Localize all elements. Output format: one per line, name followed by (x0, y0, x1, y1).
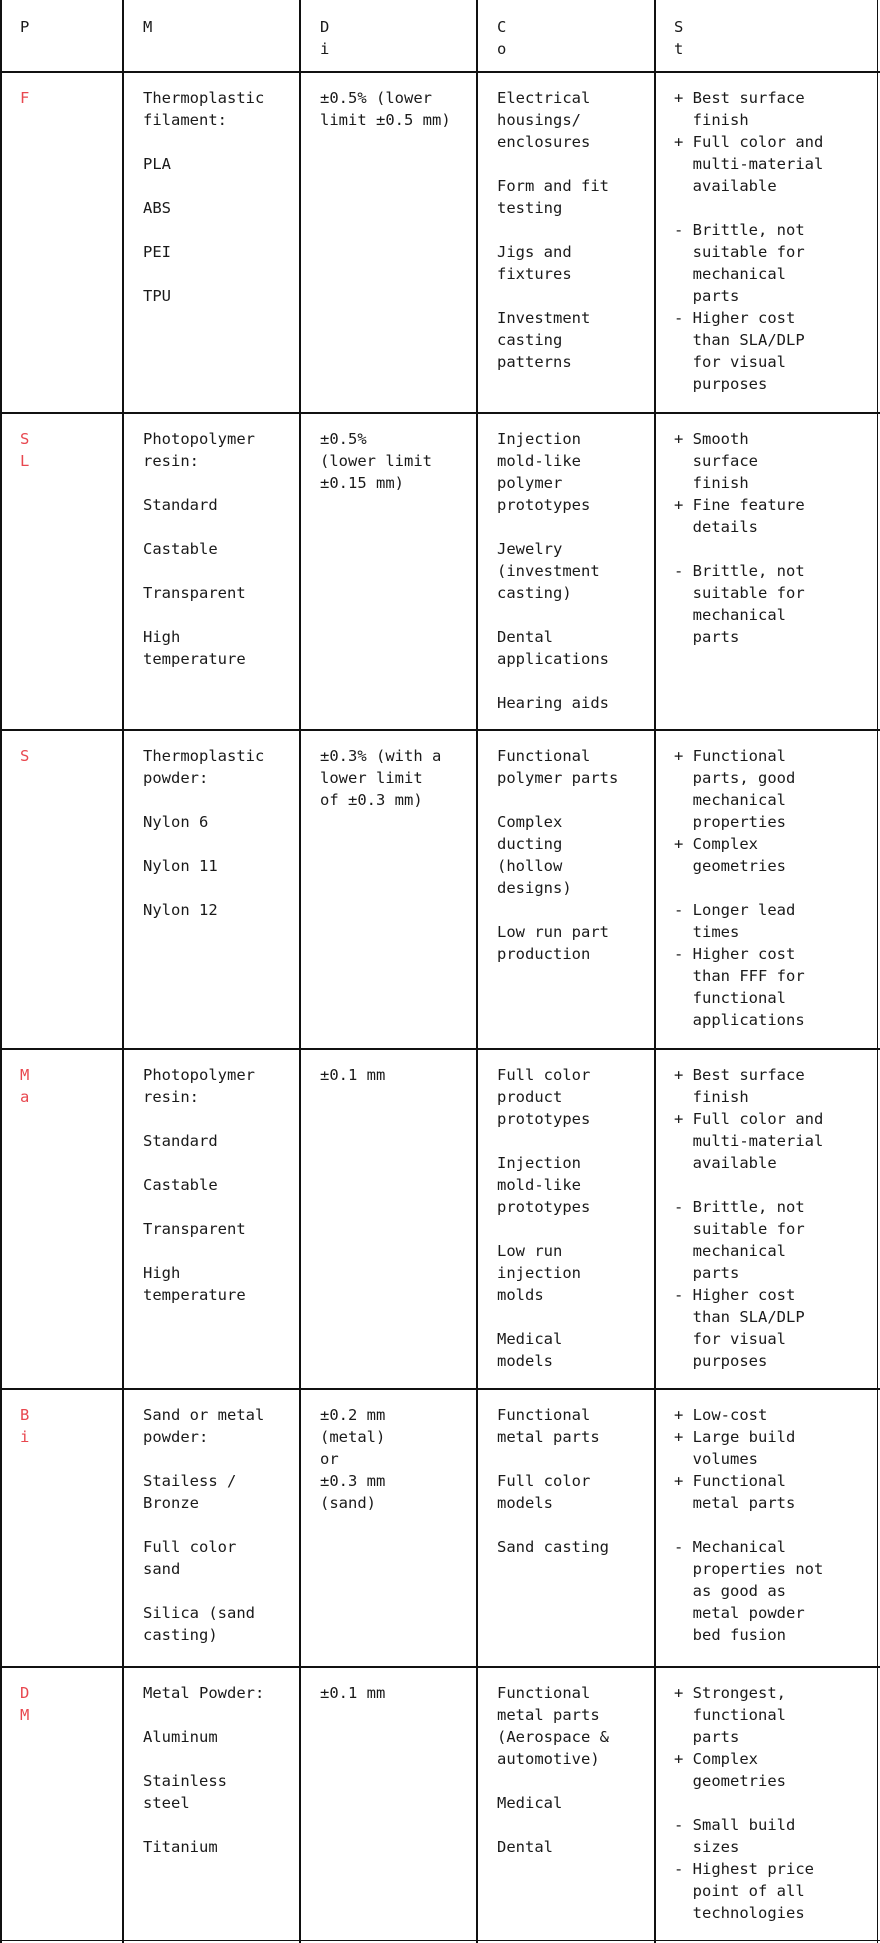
table-column-divider (299, 0, 301, 1943)
table-cell-applications-text: prototypes (497, 1198, 591, 1216)
table-cell-applications (497, 1404, 654, 1558)
paragraph-gap (497, 516, 648, 538)
table-cell-accuracy (320, 1682, 476, 1704)
paragraph-gap (674, 1174, 872, 1196)
table-cell-strength-weakness-text: + Smooth (674, 430, 749, 448)
table-cell-applications-text: casting (497, 331, 563, 349)
table-cell-applications-text: injection (497, 1264, 581, 1282)
table-cell-process-text: D (20, 1684, 30, 1702)
table-cell-applications-text: casting) (497, 584, 572, 602)
table-cell-accuracy-text: ±0.1 mm (320, 1684, 386, 1702)
table-cell-materials-text: Metal Powder: (143, 1684, 265, 1702)
table-row-divider (0, 1666, 880, 1668)
table-row-divider (0, 729, 880, 731)
table-cell-materials-text: TPU (143, 287, 171, 305)
table-cell-applications-text: Jigs and (497, 243, 572, 261)
paragraph-gap (143, 1704, 293, 1726)
table-cell-applications-text: Medical (497, 1794, 563, 1812)
paragraph-gap (674, 1514, 872, 1536)
paragraph-gap (143, 1580, 293, 1602)
table-cell-strength-weakness-text: + Best surface (674, 89, 805, 107)
column-header-accuracy-text: i (320, 40, 330, 58)
table-cell-applications-text: Low run part (497, 923, 609, 941)
column-header-strength-weakness (674, 16, 878, 60)
table-cell-accuracy-text: ±0.2 mm (320, 1406, 386, 1424)
paragraph-gap (497, 153, 648, 175)
table-cell-applications-text: Dental (497, 628, 553, 646)
table-cell-strength-weakness-text: mechanical (674, 606, 786, 624)
table-cell-strength-weakness-text: functional (674, 989, 786, 1007)
table-cell-strength-weakness-text: + Low-cost (674, 1406, 768, 1424)
paragraph-gap (143, 1748, 293, 1770)
paragraph-gap (143, 1108, 293, 1130)
table-cell-strength-weakness-text: technologies (674, 1904, 805, 1922)
table-cell-applications-text: models (497, 1352, 553, 1370)
table-cell-materials-text: PEI (143, 243, 171, 261)
table-cell-applications-text: designs) (497, 879, 572, 897)
paragraph-gap (143, 833, 293, 855)
table-cell-applications-text: housings/ (497, 111, 581, 129)
table-cell-applications-text: Sand casting (497, 1538, 609, 1556)
table-cell-materials-text: Titanium (143, 1838, 218, 1856)
paragraph-gap (143, 175, 293, 197)
table-cell-applications-text: Hearing aids (497, 694, 609, 712)
table-cell-strength-weakness-text: mechanical (674, 265, 786, 283)
table-cell-materials-text: temperature (143, 1286, 246, 1304)
table-cell-applications-text: metal parts (497, 1428, 600, 1446)
table-cell-materials (143, 428, 299, 670)
table-cell-strength-weakness (674, 1064, 878, 1372)
table-cell-materials-text: Bronze (143, 1494, 199, 1512)
table-column-divider (654, 0, 656, 1943)
table-cell-strength-weakness-text: available (674, 1154, 777, 1172)
paragraph-gap (497, 789, 648, 811)
table-row-divider (0, 1048, 880, 1050)
table-cell-strength-weakness-text: multi-material (674, 1132, 824, 1150)
table-cell-applications-text: prototypes (497, 1110, 591, 1128)
table-cell-accuracy-text: ±0.5% (320, 430, 367, 448)
table-cell-strength-weakness-text: volumes (674, 1450, 758, 1468)
table-cell-strength-weakness-text: parts (674, 287, 740, 305)
paragraph-gap (143, 1814, 293, 1836)
table-cell-accuracy-text: ±0.15 mm) (320, 474, 404, 492)
table-cell-strength-weakness-text: applications (674, 1011, 805, 1029)
table-cell-strength-weakness-text: parts, good (674, 769, 796, 787)
column-header-strength-weakness-text: S (674, 18, 684, 36)
table-cell-materials-text: Transparent (143, 584, 246, 602)
table-cell-applications-text: Form and fit (497, 177, 609, 195)
table-column-divider (476, 0, 478, 1943)
column-header-applications-text: C (497, 18, 507, 36)
paragraph-gap (143, 1152, 293, 1174)
paragraph-gap (497, 1770, 648, 1792)
table-cell-strength-weakness-text: than SLA/DLP (674, 331, 805, 349)
table-cell-applications-text: Complex (497, 813, 563, 831)
table-cell-process-text: F (20, 89, 30, 107)
table-cell-applications-text: Injection (497, 1154, 581, 1172)
table-cell-materials-text: Sand or metal (143, 1406, 265, 1424)
paragraph-gap (143, 131, 293, 153)
table-cell-process-text: B (20, 1406, 30, 1424)
table-cell-process (20, 1064, 122, 1108)
paragraph-gap (674, 1792, 872, 1814)
paragraph-gap (143, 604, 293, 626)
table-cell-materials-text: temperature (143, 650, 246, 668)
table-cell-applications-text: mold-like (497, 452, 581, 470)
table-cell-materials-text: steel (143, 1794, 190, 1812)
table-cell-applications-text: prototypes (497, 496, 591, 514)
table-cell-strength-weakness-text: - Longer lead (674, 901, 796, 919)
table-cell-materials-text: Photopolymer (143, 1066, 255, 1084)
table-cell-materials-text: Thermoplastic (143, 747, 265, 765)
table-cell-strength-weakness-text: - Higher cost (674, 945, 796, 963)
table-cell-materials-text: Aluminum (143, 1728, 218, 1746)
table-cell-accuracy-text: lower limit (320, 769, 423, 787)
table-cell-strength-weakness-text: - Highest price (674, 1860, 814, 1878)
table-cell-strength-weakness-text: finish (674, 474, 749, 492)
table-cell-strength-weakness-text: than SLA/DLP (674, 1308, 805, 1326)
paragraph-gap (143, 263, 293, 285)
table-cell-materials-text: Thermoplastic (143, 89, 265, 107)
table-cell-applications-text: Full color (497, 1472, 591, 1490)
table-cell-materials-text: filament: (143, 111, 227, 129)
paragraph-gap (143, 789, 293, 811)
table-cell-strength-weakness-text: metal powder (674, 1604, 805, 1622)
table-cell-strength-weakness (674, 1682, 878, 1924)
table-cell-strength-weakness-text: than FFF for (674, 967, 805, 985)
table-cell-strength-weakness (674, 745, 878, 1031)
table-cell-strength-weakness-text: finish (674, 111, 749, 129)
table-cell-materials-text: ABS (143, 199, 171, 217)
table-cell-strength-weakness-text: multi-material (674, 155, 824, 173)
table-cell-strength-weakness-text: functional (674, 1706, 786, 1724)
table-cell-process (20, 745, 122, 767)
table-cell-strength-weakness-text: parts (674, 628, 740, 646)
table-cell-applications-text: Jewelry (497, 540, 563, 558)
table-cell-applications-text: testing (497, 199, 563, 217)
table-cell-materials-text: casting) (143, 1626, 218, 1644)
paragraph-gap (497, 1306, 648, 1328)
paragraph-gap (497, 1514, 648, 1536)
table-cell-materials-text: resin: (143, 452, 199, 470)
table-cell-strength-weakness-text: + Functional (674, 747, 786, 765)
table-cell-materials-text: Transparent (143, 1220, 246, 1238)
paragraph-gap (143, 1196, 293, 1218)
table-cell-applications (497, 745, 654, 965)
table-cell-applications-text: automotive) (497, 1750, 600, 1768)
table-cell-materials (143, 87, 299, 307)
table-cell-materials-text: powder: (143, 1428, 209, 1446)
paragraph-gap (143, 219, 293, 241)
table-cell-accuracy-text: or (320, 1450, 339, 1468)
column-header-strength-weakness-text: t (674, 40, 684, 58)
table-cell-process-text: M (20, 1066, 30, 1084)
table-cell-applications-text: Dental (497, 1838, 553, 1856)
table-cell-applications-text: Electrical (497, 89, 591, 107)
table-cell-applications-text: Full color (497, 1066, 591, 1084)
table-cell-strength-weakness (674, 87, 878, 395)
table-cell-materials-text: Full color (143, 1538, 237, 1556)
table-column-divider (122, 0, 124, 1943)
table-cell-strength-weakness-text: point of all (674, 1882, 805, 1900)
column-header-materials (143, 16, 299, 38)
table-cell-strength-weakness-text: sizes (674, 1838, 740, 1856)
paragraph-gap (143, 877, 293, 899)
table-cell-strength-weakness-text: geometries (674, 857, 786, 875)
table-cell-process-text: S (20, 430, 30, 448)
table-cell-materials (143, 745, 299, 921)
table-cell-strength-weakness-text: parts (674, 1264, 740, 1282)
table-cell-strength-weakness-text: + Large build (674, 1428, 796, 1446)
table-cell-applications-text: polymer parts (497, 769, 619, 787)
table-cell-accuracy-text: ±0.3 mm (320, 1472, 386, 1490)
paragraph-gap (143, 472, 293, 494)
table-cell-applications-text: Functional (497, 1684, 591, 1702)
table-cell-accuracy-text: ±0.5% (lower (320, 89, 432, 107)
column-header-materials-text: M (143, 18, 153, 36)
table-cell-strength-weakness-text: mechanical (674, 791, 786, 809)
table-cell-materials-text: resin: (143, 1088, 199, 1106)
table-cell-strength-weakness-text: + Full color and (674, 133, 824, 151)
table-cell-strength-weakness-text: + Complex (674, 835, 758, 853)
paragraph-gap (497, 670, 648, 692)
table-cell-accuracy (320, 87, 476, 131)
table-cell-process (20, 1404, 122, 1448)
table-cell-applications-text: (investment (497, 562, 600, 580)
table-cell-strength-weakness-text: suitable for (674, 243, 805, 261)
table-cell-strength-weakness-text: + Strongest, (674, 1684, 786, 1702)
table-cell-applications-text: models (497, 1494, 553, 1512)
paragraph-gap (497, 1218, 648, 1240)
paragraph-gap (497, 219, 648, 241)
table-cell-applications-text: fixtures (497, 265, 572, 283)
table-cell-process-text: M (20, 1706, 30, 1724)
table-cell-materials-text: PLA (143, 155, 171, 173)
table-row-divider (0, 1388, 880, 1390)
table-cell-applications-text: Injection (497, 430, 581, 448)
table-cell-materials-text: Nylon 11 (143, 857, 218, 875)
paragraph-gap (143, 1514, 293, 1536)
paragraph-gap (143, 516, 293, 538)
table-cell-process-text: S (20, 747, 30, 765)
table-cell-applications-text: mold-like (497, 1176, 581, 1194)
paragraph-gap (143, 1448, 293, 1470)
column-header-applications (497, 16, 654, 60)
table-cell-process-text: L (20, 452, 30, 470)
table-cell-strength-weakness-text: suitable for (674, 1220, 805, 1238)
table-cell-materials-text: High (143, 628, 181, 646)
table-cell-applications-text: applications (497, 650, 609, 668)
table-cell-accuracy (320, 1064, 476, 1086)
table-cell-applications-text: Low run (497, 1242, 563, 1260)
table-cell-strength-weakness-text: properties not (674, 1560, 824, 1578)
paragraph-gap (497, 1130, 648, 1152)
table-cell-strength-weakness (674, 1404, 878, 1646)
table-cell-materials-text: Photopolymer (143, 430, 255, 448)
table-cell-materials-text: Nylon 6 (143, 813, 209, 831)
table-cell-strength-weakness-text: - Mechanical (674, 1538, 786, 1556)
paragraph-gap (497, 604, 648, 626)
table-cell-strength-weakness-text: - Brittle, not (674, 1198, 805, 1216)
paragraph-gap (674, 877, 872, 899)
paragraph-gap (497, 1814, 648, 1836)
table-cell-applications-text: patterns (497, 353, 572, 371)
paragraph-gap (143, 560, 293, 582)
table-cell-strength-weakness-text: suitable for (674, 584, 805, 602)
table-cell-materials-text: Standard (143, 496, 218, 514)
table-cell-strength-weakness-text: times (674, 923, 740, 941)
column-header-process (20, 16, 122, 38)
table-cell-strength-weakness-text: + Functional (674, 1472, 786, 1490)
table-cell-strength-weakness-text: - Higher cost (674, 1286, 796, 1304)
table-cell-process-text: i (20, 1428, 30, 1446)
table-cell-strength-weakness-text: for visual (674, 1330, 786, 1348)
table-cell-strength-weakness-text: + Best surface (674, 1066, 805, 1084)
column-header-accuracy (320, 16, 476, 60)
table-cell-strength-weakness-text: purposes (674, 1352, 768, 1370)
table-cell-materials-text: High (143, 1264, 181, 1282)
table-cell-strength-weakness-text: - Brittle, not (674, 562, 805, 580)
paragraph-gap (674, 538, 872, 560)
table-cell-applications-text: (hollow (497, 857, 563, 875)
table-row-divider (0, 1940, 880, 1942)
table-cell-applications-text: product (497, 1088, 563, 1106)
table-cell-process-text: a (20, 1088, 30, 1106)
table-cell-materials-text: Silica (sand (143, 1604, 255, 1622)
table-cell-materials-text: Nylon 12 (143, 901, 218, 919)
table-cell-strength-weakness-text: metal parts (674, 1494, 796, 1512)
table-cell-applications-text: enclosures (497, 133, 591, 151)
table-cell-applications-text: ducting (497, 835, 563, 853)
table-row-divider (0, 412, 880, 414)
paragraph-gap (497, 899, 648, 921)
table-cell-strength-weakness-text: bed fusion (674, 1626, 786, 1644)
table-cell-strength-weakness-text: - Higher cost (674, 309, 796, 327)
table-cell-applications (497, 87, 654, 373)
table-cell-accuracy-text: ±0.3% (with a (320, 747, 442, 765)
table-cell-applications-text: polymer (497, 474, 563, 492)
table-column-divider (0, 0, 2, 1943)
table-cell-materials-text: powder: (143, 769, 209, 787)
table-cell-materials-text: Stailess / (143, 1472, 237, 1490)
paragraph-gap (674, 197, 872, 219)
table-cell-strength-weakness-text: + Full color and (674, 1110, 824, 1128)
table-cell-applications-text: production (497, 945, 591, 963)
table-cell-accuracy-text: of ±0.3 mm) (320, 791, 423, 809)
table-cell-applications-text: Investment (497, 309, 591, 327)
paragraph-gap (497, 285, 648, 307)
table-cell-strength-weakness-text: properties (674, 813, 786, 831)
table-cell-applications (497, 1682, 654, 1858)
table-cell-accuracy-text: ±0.1 mm (320, 1066, 386, 1084)
paragraph-gap (143, 1240, 293, 1262)
table-cell-materials-text: sand (143, 1560, 181, 1578)
column-header-process-text: P (20, 18, 30, 36)
table-cell-materials-text: Standard (143, 1132, 218, 1150)
table-cell-process (20, 1682, 122, 1726)
table-cell-materials-text: Castable (143, 1176, 218, 1194)
table-cell-accuracy-text: limit ±0.5 mm) (320, 111, 451, 129)
table-cell-accuracy-text: (lower limit (320, 452, 432, 470)
table-cell-accuracy-text: (metal) (320, 1428, 386, 1446)
table-cell-strength-weakness-text: parts (674, 1728, 740, 1746)
table-cell-applications-text: Functional (497, 747, 591, 765)
table-cell-process (20, 87, 122, 109)
table-cell-strength-weakness (674, 428, 878, 648)
table-cell-accuracy (320, 428, 476, 494)
table-cell-applications-text: metal parts (497, 1706, 600, 1724)
table-cell-strength-weakness-text: mechanical (674, 1242, 786, 1260)
table-cell-strength-weakness-text: - Brittle, not (674, 221, 805, 239)
column-header-accuracy-text: D (320, 18, 330, 36)
table-cell-materials-text: Stainless (143, 1772, 227, 1790)
table-cell-materials (143, 1682, 299, 1858)
table-cell-strength-weakness-text: as good as (674, 1582, 786, 1600)
table-cell-applications-text: molds (497, 1286, 544, 1304)
table-cell-applications-text: (Aerospace & (497, 1728, 609, 1746)
table-cell-accuracy (320, 745, 476, 811)
table-cell-materials (143, 1404, 299, 1646)
table-cell-strength-weakness-text: for visual (674, 353, 786, 371)
table-cell-accuracy (320, 1404, 476, 1514)
table-cell-applications (497, 1064, 654, 1372)
table-row-divider (0, 71, 880, 73)
table-cell-process (20, 428, 122, 472)
paragraph-gap (497, 1448, 648, 1470)
table-cell-applications-text: Medical (497, 1330, 563, 1348)
table-cell-materials-text: Castable (143, 540, 218, 558)
table-cell-strength-weakness-text: finish (674, 1088, 749, 1106)
table-cell-strength-weakness-text: details (674, 518, 758, 536)
table-cell-strength-weakness-text: geometries (674, 1772, 786, 1790)
column-header-applications-text: o (497, 40, 507, 58)
table-cell-strength-weakness-text: surface (674, 452, 758, 470)
table-cell-strength-weakness-text: purposes (674, 375, 768, 393)
table-cell-strength-weakness-text: + Fine feature (674, 496, 805, 514)
table-cell-applications (497, 428, 654, 714)
table-cell-strength-weakness-text: + Complex (674, 1750, 758, 1768)
table-cell-strength-weakness-text: - Small build (674, 1816, 796, 1834)
table-cell-accuracy-text: (sand) (320, 1494, 376, 1512)
table-cell-applications-text: Functional (497, 1406, 591, 1424)
table-cell-materials (143, 1064, 299, 1306)
table-cell-strength-weakness-text: available (674, 177, 777, 195)
